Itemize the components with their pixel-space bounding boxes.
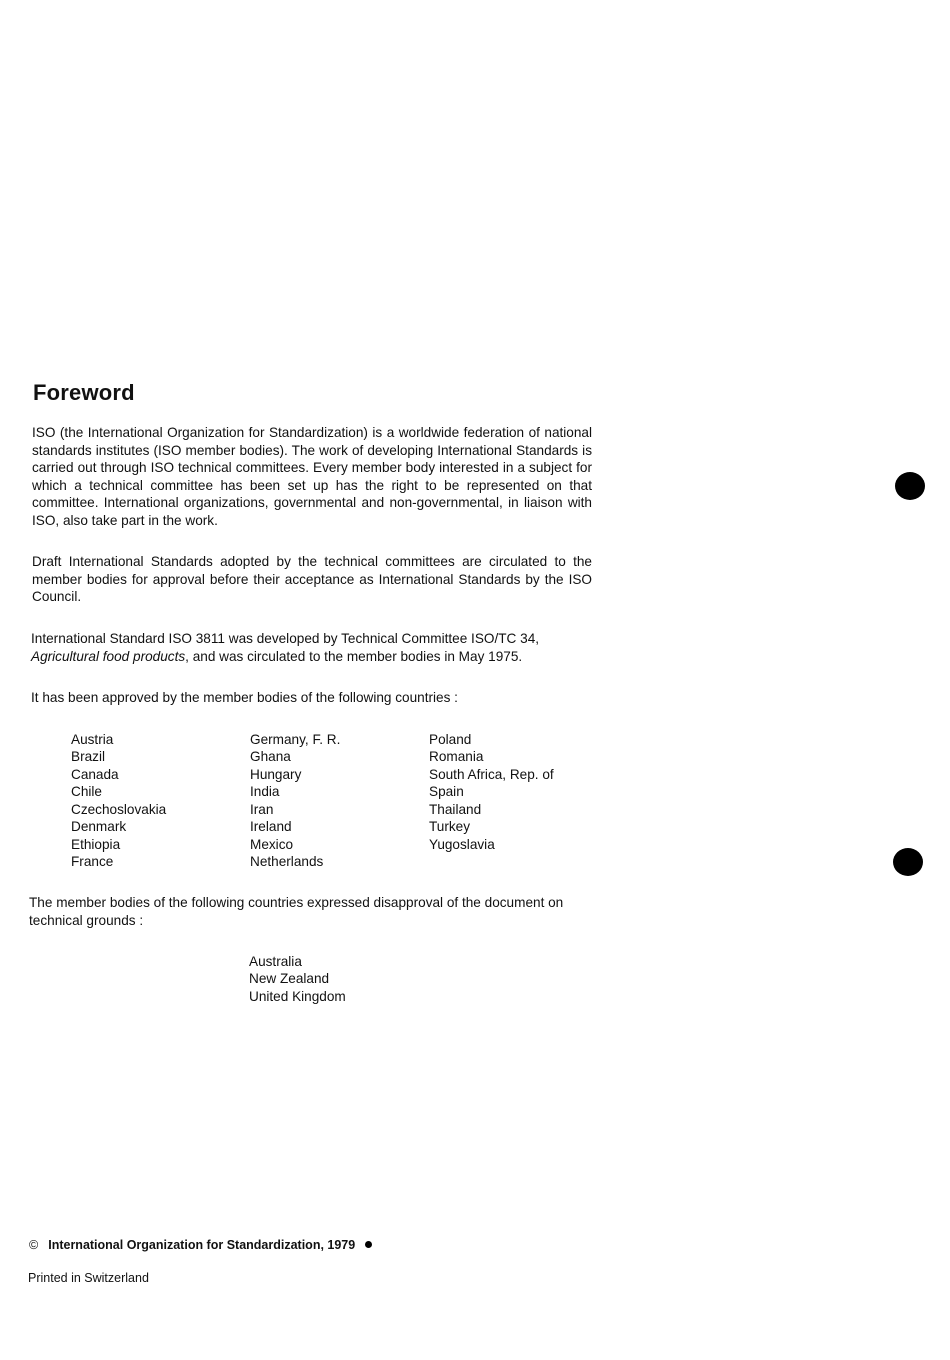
country-item: Denmark xyxy=(71,819,127,835)
standard-prefix: International Standard ISO 3811 was developed by Technical Committee ISO/TC 34, xyxy=(31,631,540,646)
standard-paragraph xyxy=(31,630,591,665)
country-item: Mexico xyxy=(250,836,294,852)
standard-title: Agricultural food products xyxy=(31,648,186,664)
country-item: Ethiopia xyxy=(71,836,121,852)
approved-intro: It has been approved by the member bodies of the following countries : xyxy=(31,690,458,705)
country-item: United Kingdom xyxy=(249,988,346,1004)
page-title: Foreword xyxy=(33,380,135,405)
drafts-paragraph: Draft International Standards adopted by the technical committees are circulated to the member bodies for approval before their acceptance as International Standards by the ISO Council. xyxy=(32,554,592,605)
approved-countries-column-2 xyxy=(250,731,340,871)
country-item: India xyxy=(250,784,280,800)
country-item: Austria xyxy=(71,732,114,747)
bullet-icon xyxy=(365,1241,372,1248)
country-item: Hungary xyxy=(250,766,302,782)
country-item: Australia xyxy=(249,954,302,969)
punch-hole-bottom xyxy=(893,848,923,876)
country-item: Yugoslavia xyxy=(429,836,495,852)
country-item: Iran xyxy=(250,801,274,817)
country-item: Canada xyxy=(71,766,119,782)
country-item: Ireland xyxy=(250,819,292,835)
country-item: Poland xyxy=(429,732,472,747)
country-item: Chile xyxy=(71,784,102,800)
country-item: Ghana xyxy=(250,749,291,765)
country-item: Turkey xyxy=(429,819,471,835)
punch-hole-top xyxy=(895,472,925,500)
country-item: Spain xyxy=(429,784,464,800)
country-item: Thailand xyxy=(429,801,482,817)
disapproval-intro: The member bodies of the following countries expressed disapproval of the document on technical grounds : xyxy=(29,895,564,928)
country-item: Netherlands xyxy=(250,854,324,870)
printed-in: Printed in Switzerland xyxy=(28,1271,149,1285)
country-item: Brazil xyxy=(71,749,105,765)
country-item: South Africa, Rep. of xyxy=(429,766,554,782)
disapproving-countries-list xyxy=(249,953,346,1005)
country-item: Germany, F. R. xyxy=(250,732,341,747)
country-item: Czechoslovakia xyxy=(71,801,167,817)
copyright-symbol: © xyxy=(29,1238,39,1252)
country-item: New Zealand xyxy=(249,971,330,987)
approved-countries-column-1 xyxy=(71,731,166,871)
copyright-line xyxy=(29,1238,372,1252)
copyright-text: International Organization for Standardization, 1979 xyxy=(48,1238,356,1252)
country-item: Romania xyxy=(429,749,484,765)
standard-suffix: , and was circulated to the member bodies in May 1975. xyxy=(185,648,523,664)
approved-countries-column-3 xyxy=(429,731,554,853)
intro-paragraph: ISO (the International Organization for Standardization) is a worldwide federation of national standards institutes (ISO member bodies). The work of developing International Standards is carried out through ISO technical committees. Every member body interested in a subject for which a technical committee has been set up has the right to be represented on that committee. International organizations, governmental and non-governmental, in liaison with ISO, also take part in the work. xyxy=(32,425,592,528)
country-item: France xyxy=(71,854,114,870)
